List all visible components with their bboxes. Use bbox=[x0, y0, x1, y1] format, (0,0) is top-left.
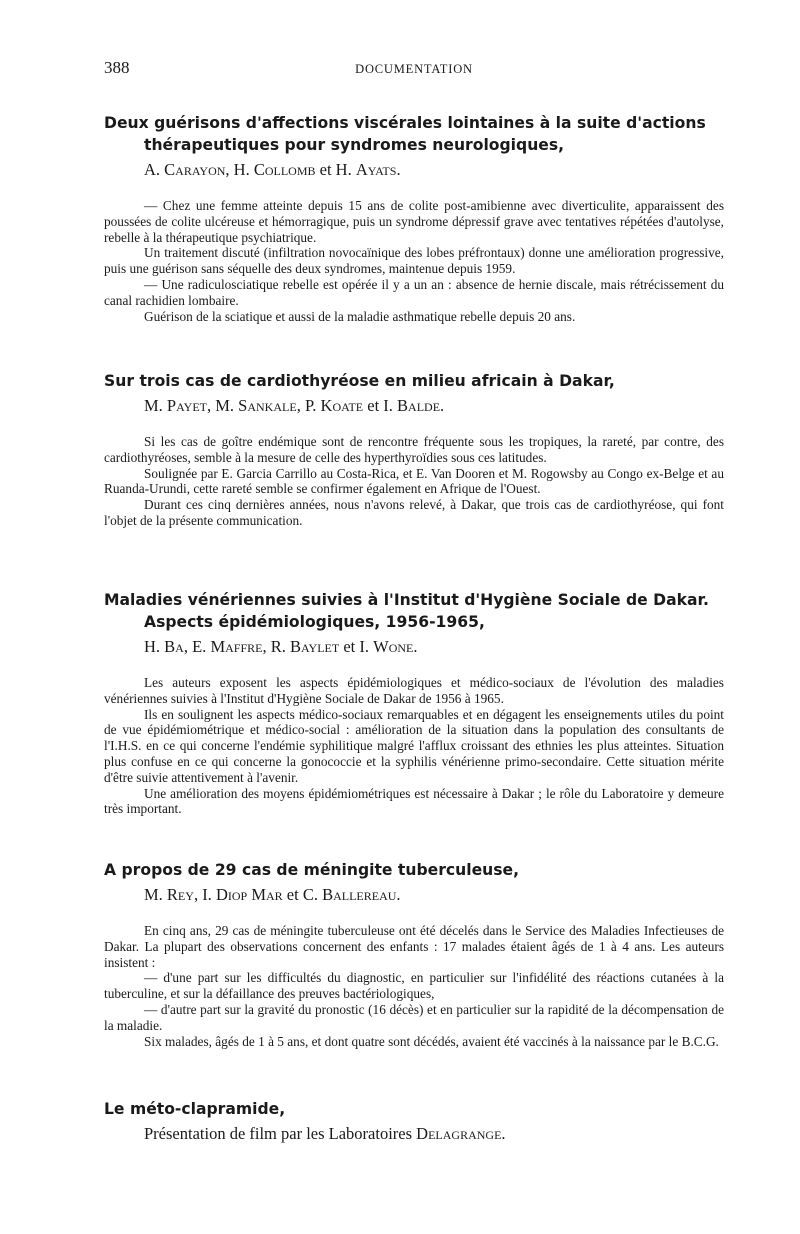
author-text: M. bbox=[144, 396, 167, 415]
paragraph: Ils en soulignent les aspects médico-sociaux remarquables et en dégagent les enseignements utiles du point de vue épidémiométrique et médico-social : amélioration de la situation dans la population des consultants de l'I.H.S. en ce qui concerne l'endémie syphilitique malgré l'afflux croissant des ethnies les plus atteintes. Situation plus confuse en ce qui concerne la gonococcie et la syphilis vénérienne primo-secondaire. Cette situation mérite d'être suivie attentivement à l'avenir. bbox=[104, 706, 724, 785]
paragraph: En cinq ans, 29 cas de méningite tuberculeuse ont été décelés dans le Service des Maladies Infectieuses de Dakar. La plupart des observations concernent des enfants : 17 malades étaient âgés de 1 à 4 ans. Les auteurs insistent : bbox=[104, 923, 724, 970]
article-authors bbox=[104, 159, 724, 181]
article bbox=[104, 589, 724, 817]
author-text: Présentation de film par les Laboratoires bbox=[144, 1124, 417, 1143]
paragraph: Les auteurs exposent les aspects épidémiologiques et médico-sociaux de l'évolution des maladies vénériennes suivies à l'Institut d'Hygiène Sociale de Dakar de 1956 à 1965. bbox=[104, 675, 724, 706]
author-name: Ba bbox=[164, 637, 184, 656]
author-text: A. bbox=[144, 160, 165, 179]
author-text: , E. bbox=[183, 637, 211, 656]
author-name: Ballereau bbox=[322, 885, 397, 904]
author-text: et I. bbox=[339, 637, 374, 656]
author-text: , H. bbox=[225, 160, 254, 179]
article-title-line: Le méto-clapramide, bbox=[104, 1100, 286, 1118]
article-title-line: Sur trois cas de cardiothyréose en milieu africain à Dakar, bbox=[104, 372, 615, 390]
paragraph: Une amélioration des moyens épidémiométriques est nécessaire à Dakar ; le rôle du Laboratoire y demeure très important. bbox=[104, 785, 724, 817]
author-name: Diop Mar bbox=[215, 885, 283, 904]
page-number: 388 bbox=[104, 58, 130, 77]
article-body bbox=[104, 434, 724, 529]
author-name: Collomb bbox=[253, 160, 316, 179]
author-text: et I. bbox=[363, 396, 398, 415]
paragraph: Si les cas de goître endémique sont de rencontre fréquente sous les tropiques, la rareté, par contre, des cardiothyréoses, semble à la mesure de celle des hyperthyroïdies sous ces latitudes. bbox=[104, 434, 724, 465]
author-text: . bbox=[396, 160, 401, 179]
author-text: . bbox=[501, 1124, 506, 1143]
article-authors bbox=[104, 1123, 724, 1145]
paragraph: — d'une part sur les difficultés du diagnostic, en particulier sur l'infidélité des réactions cutanées à la tuberculine, et sur la défaillance des preuves bactériologiques, bbox=[104, 970, 724, 1002]
article-title bbox=[104, 859, 724, 881]
author-text: et C. bbox=[282, 885, 323, 904]
page-header bbox=[104, 58, 724, 82]
author-name: Maffre bbox=[210, 637, 263, 656]
article-body bbox=[104, 198, 724, 324]
article-body bbox=[104, 675, 724, 817]
author-text: , P. bbox=[296, 396, 321, 415]
article-title bbox=[104, 1098, 724, 1120]
author-name: Koate bbox=[320, 396, 364, 415]
article-body bbox=[104, 923, 724, 1049]
paragraph: — Une radiculosciatique rebelle est opérée il y a un an : absence de hernie discale, mais rétrécissement du canal rachidien lombaire. bbox=[104, 276, 724, 308]
article-title bbox=[104, 370, 724, 392]
article-authors bbox=[104, 884, 724, 906]
author-name: Payet bbox=[166, 396, 207, 415]
paragraph: Guérison de la sciatique et aussi de la maladie asthmatique rebelle depuis 20 ans. bbox=[144, 308, 576, 324]
article-authors bbox=[104, 395, 724, 417]
author-text: , R. bbox=[262, 637, 290, 656]
article-title-line: Aspects épidémiologiques, 1956-1965, bbox=[144, 613, 485, 631]
article bbox=[104, 1098, 724, 1145]
author-name: Balde bbox=[397, 396, 441, 415]
author-name: Rey bbox=[166, 885, 194, 904]
author-text: . bbox=[413, 637, 418, 656]
paragraph: Six malades, âgés de 1 à 5 ans, et dont quatre sont décédés, avaient été vaccinés à la naissance par le B.C.G. bbox=[144, 1033, 719, 1049]
article bbox=[104, 370, 724, 529]
author-text: , I. bbox=[193, 885, 216, 904]
article-title bbox=[104, 589, 724, 633]
paragraph: Soulignée par E. Garcia Carrillo au Costa-Rica, et E. Van Dooren et M. Rogowsby au Congo ex-Belge et au Ruanda-Urundi, cette rareté semble se confirmer également en Afrique de l'Ouest. bbox=[104, 465, 724, 497]
paragraph: Un traitement discuté (infiltration novocaïnique des lobes préfrontaux) donne une amélioration progressive, puis une guérison sans séquelle des deux syndromes, maintenue depuis 1959. bbox=[104, 245, 724, 277]
article bbox=[104, 859, 724, 1049]
paragraph: — Chez une femme atteinte depuis 15 ans de colite post-amibienne avec diverticulite, apparaissent des poussées de colite ulcéreuse et hémorragique, puis un syndrome dépressif grave avec tentatives répétées d'autolyse, rebelle à la thérapeutique psychiatrique. bbox=[104, 198, 724, 245]
author-name: Ayats bbox=[355, 160, 397, 179]
author-name: Carayon bbox=[164, 160, 226, 179]
article-title-line: Deux guérisons d'affections viscérales lointaines à la suite d'actions bbox=[104, 114, 706, 132]
article-title-line: Maladies vénériennes suivies à l'Institut d'Hygiène Sociale de Dakar. bbox=[104, 591, 709, 609]
author-text: , M. bbox=[207, 396, 239, 415]
author-text: . bbox=[440, 396, 445, 415]
running-head: DOCUMENTATION bbox=[355, 62, 473, 76]
paragraph: — d'autre part sur la gravité du pronostic (16 décès) et en particulier sur la rapidité de la décompensation de la maladie. bbox=[104, 1001, 724, 1033]
author-name: Delagrange bbox=[416, 1124, 502, 1143]
author-text: et H. bbox=[315, 160, 356, 179]
article-authors bbox=[104, 636, 724, 658]
author-text: M. bbox=[144, 885, 167, 904]
author-name: Baylet bbox=[289, 637, 340, 656]
author-name: Wone bbox=[373, 637, 414, 656]
author-text: H. bbox=[144, 637, 165, 656]
article-title bbox=[104, 112, 724, 156]
article-title-line: A propos de 29 cas de méningite tuberculeuse, bbox=[104, 861, 520, 879]
article bbox=[104, 112, 724, 324]
author-text: . bbox=[396, 885, 401, 904]
author-name: Sankale bbox=[238, 396, 297, 415]
paragraph: Durant ces cinq dernières années, nous n'avons relevé, à Dakar, que trois cas de cardiothyréose, qui font l'objet de la présente communication. bbox=[104, 497, 724, 528]
article-title-line: thérapeutiques pour syndromes neurologiques, bbox=[144, 136, 565, 154]
